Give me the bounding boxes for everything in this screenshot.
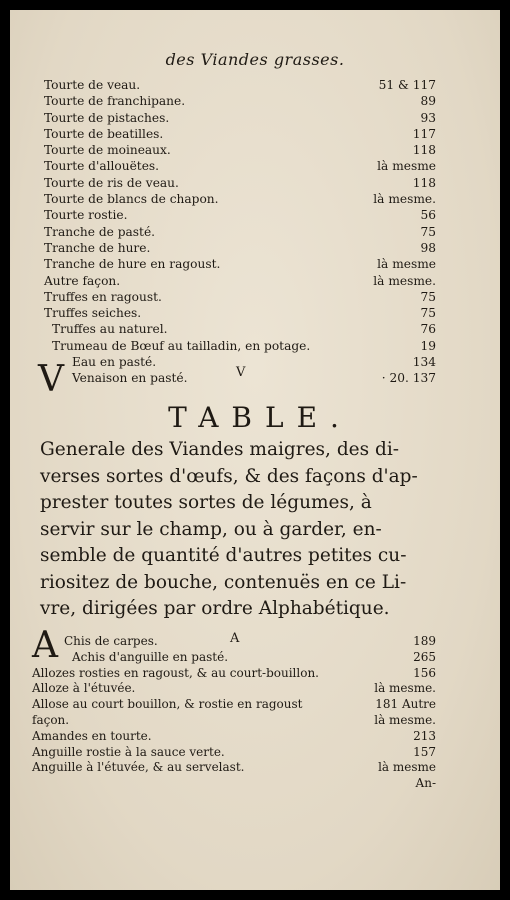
- entry-label: Achis d'anguille en pasté.: [72, 649, 229, 664]
- subtitle-line: Generale des Viandes maigres, des di-: [40, 439, 399, 460]
- subtitle-line: servir sur le champ, ou à garder, en-: [40, 518, 382, 540]
- running-head: des Viandes grasses.: [165, 50, 345, 69]
- index-entry: [44, 126, 436, 142]
- entry-page: 98: [420, 240, 436, 255]
- entry-label: Tourte de moineaux.: [44, 143, 171, 158]
- entry-page: là mesme: [377, 257, 436, 272]
- entry-page: 56: [420, 208, 436, 223]
- section-letter-a: A: [230, 631, 240, 646]
- index-entry: [32, 681, 436, 697]
- entry-page: 89: [420, 94, 436, 109]
- entry-page: 19: [420, 338, 436, 353]
- entry-label: Truffes au naturel.: [52, 322, 168, 337]
- index-entry: [32, 760, 436, 776]
- entry-page: 157: [413, 744, 436, 759]
- entry-label: Tourte d'allouëtes.: [44, 159, 160, 174]
- catchword: An-: [415, 776, 436, 790]
- entry-label: Tranche de pasté.: [44, 224, 156, 239]
- entry-page: · 20. 137: [381, 371, 436, 386]
- index-entry: [44, 224, 436, 240]
- entry-label: Amandes en tourte.: [32, 728, 152, 743]
- entry-page: 75: [420, 306, 436, 321]
- index-entry: [44, 77, 436, 93]
- drop-cap-a: A: [32, 625, 58, 666]
- index-entry: [32, 713, 436, 729]
- entry-label: Autre façon.: [44, 273, 121, 288]
- entry-label: Allozes rosties en ragoust, & au court-bouillon.: [32, 665, 319, 680]
- index-entry: [44, 256, 436, 272]
- index-entry: [32, 697, 436, 713]
- entry-page: 118: [412, 175, 436, 190]
- index-entry: [44, 93, 436, 109]
- index-entry: [32, 634, 436, 650]
- index-entry: [32, 745, 436, 761]
- subtitle-line: prester toutes sortes de légumes, à: [40, 492, 372, 513]
- index-entry: [44, 321, 436, 337]
- table-title: TABLE.: [168, 401, 352, 434]
- entry-label: Eau en pasté.: [72, 355, 157, 370]
- index-entry: [44, 273, 436, 289]
- entry-label: Tranche de hure en ragoust.: [44, 257, 221, 272]
- entry-label: Tourte de franchipane.: [44, 94, 186, 109]
- entry-page: là mesme.: [373, 273, 436, 288]
- index-entry: [44, 191, 436, 207]
- entry-page: 75: [420, 224, 436, 239]
- book-page: [10, 10, 500, 890]
- entry-page: 181 Autre: [375, 697, 436, 712]
- index-entry: [44, 207, 436, 223]
- entry-page: 93: [420, 110, 436, 125]
- table-subtitle: [40, 437, 432, 623]
- index-entry: [44, 158, 436, 174]
- entry-page: 134: [412, 355, 436, 370]
- entry-page: là mesme.: [373, 192, 436, 207]
- entry-label: Tourte de blancs de chapon.: [44, 192, 219, 207]
- drop-cap-v: V: [38, 359, 64, 400]
- entry-label: Allose au court bouillon, & rostie en ragoust: [32, 697, 303, 712]
- entry-label: Chis de carpes.: [64, 634, 158, 648]
- entry-label: Truffes en ragoust.: [44, 289, 162, 304]
- entry-page: 189: [413, 634, 436, 648]
- entry-label: façon.: [32, 712, 70, 727]
- index-entry: [44, 142, 436, 158]
- subtitle-line: vre, dirigées par ordre Alphabétique.: [40, 598, 390, 619]
- entry-label: Tranche de hure.: [44, 240, 151, 255]
- subtitle-line: verses sortes d'œufs, & des façons d'ap-: [40, 465, 418, 487]
- entry-page: 213: [413, 728, 436, 743]
- entry-page: là mesme.: [374, 712, 436, 727]
- entry-label: Alloze à l'étuvée.: [32, 681, 136, 696]
- section-letter-v: V: [236, 365, 246, 380]
- entry-page: 265: [413, 649, 436, 664]
- index-entry: [44, 338, 436, 354]
- index-list-viandes-maigres: [32, 634, 436, 776]
- entry-label: Tourte de pistaches.: [44, 110, 170, 125]
- index-list-viandes-grasses: [44, 77, 436, 387]
- index-entry: [32, 650, 436, 666]
- entry-label: Anguille à l'étuvée, & au servelast.: [32, 760, 245, 775]
- entry-label: Anguille rostie à la sauce verte.: [32, 744, 225, 759]
- index-entry: [44, 110, 436, 126]
- entry-page: 118: [412, 143, 436, 158]
- entry-label: Venaison en pasté.: [72, 371, 188, 386]
- index-entry: [44, 175, 436, 191]
- index-entry: [44, 305, 436, 321]
- subtitle-line: riositez de bouche, contenuës en ce Li-: [40, 571, 407, 593]
- entry-page: 76: [420, 322, 436, 337]
- entry-page: 75: [420, 289, 436, 304]
- index-entry: [44, 289, 436, 305]
- subtitle-line: semble de quantité d'autres petites cu-: [40, 545, 407, 566]
- entry-page: 156: [413, 665, 436, 680]
- entry-label: Tourte de ris de veau.: [44, 175, 179, 190]
- entry-page: 117: [412, 126, 436, 141]
- entry-page: là mesme: [377, 159, 436, 174]
- index-entry: [32, 729, 436, 745]
- entry-page: là mesme.: [374, 681, 436, 696]
- index-entry: [32, 666, 436, 682]
- entry-label: Trumeau de Bœuf au tailladin, en potage.: [52, 338, 311, 353]
- entry-label: Tourte rostie.: [44, 208, 128, 223]
- entry-label: Tourte de veau.: [44, 78, 141, 92]
- entry-page: là mesme: [378, 760, 436, 775]
- entry-page: 51 & 117: [378, 78, 436, 92]
- entry-label: Truffes seiches.: [44, 306, 142, 321]
- entry-label: Tourte de beatilles.: [44, 126, 164, 141]
- index-entry: [44, 240, 436, 256]
